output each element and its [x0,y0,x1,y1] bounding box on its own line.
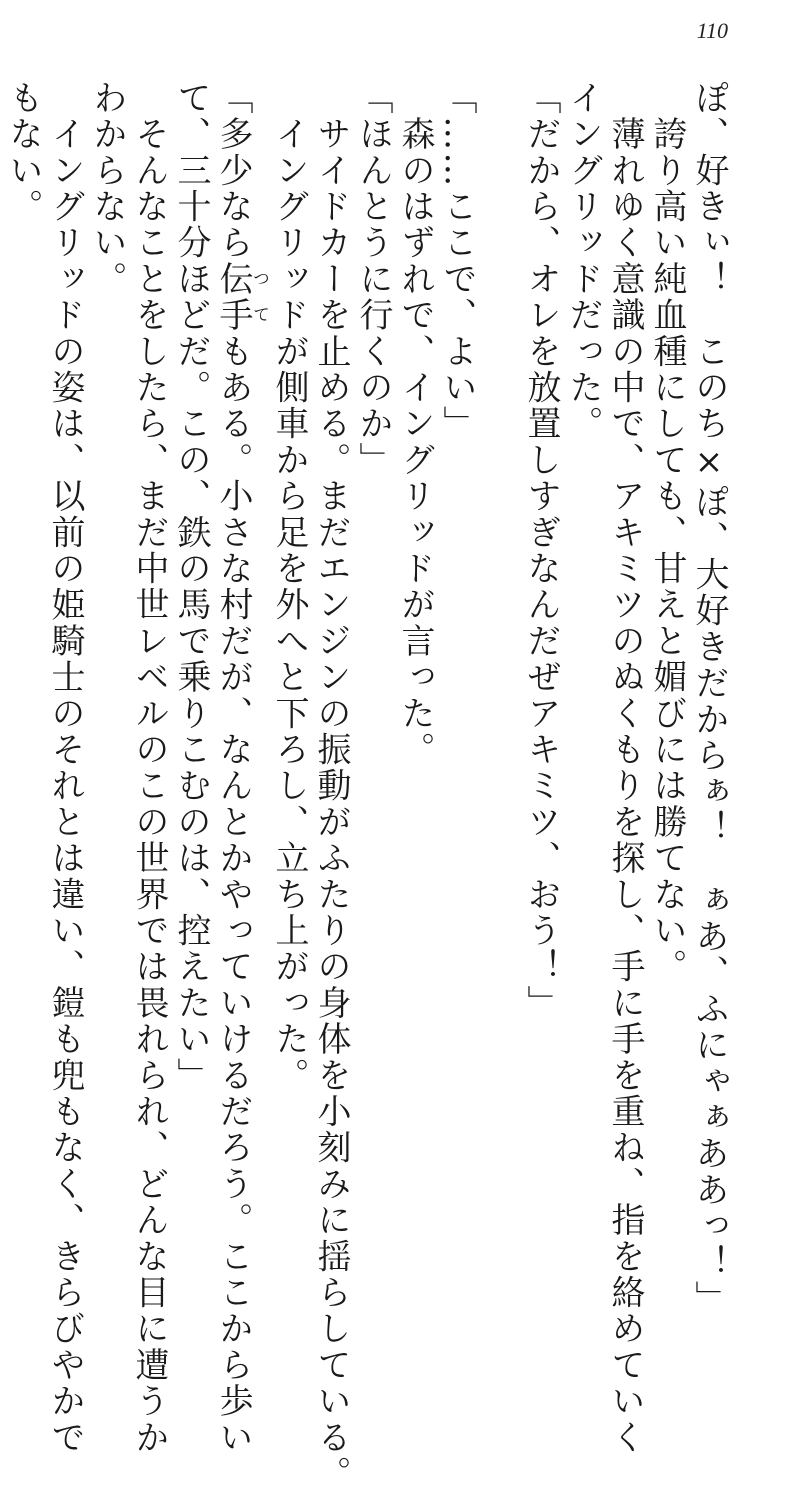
text-line: 森のはずれで、イングリッドが言った。 [395,80,435,768]
text-line: 「ほんとうに行くのか」 [353,80,393,479]
page-number: 110 [696,18,728,43]
text-line: もない。 [3,80,43,225]
ruby-reading: つて [249,261,269,334]
text-line-with-ruby: 「多少なら伝手つてもある。小さな村だが、なんとかやっていけるだろう。ここから歩い [213,80,269,1456]
text-line: イングリッドの姿は、以前の姫騎士のそれとは違い、鎧も兜もなく、きらびやかで [45,80,85,1456]
text-line: 薄れゆく意識の中で、アキミツのぬくもりを探し、手に手を重ね、指を絡めていく [605,80,645,1456]
text-line: て、三十分ほどだ。この、鉄の馬で乗りこむのは、控えたい」 [171,80,211,1094]
text-line: 「……ここで、よい」 [437,80,477,442]
text-line: わからない。 [87,80,127,298]
text-line: ぽ、好きぃ！ このち×ぽ、大好きだからぁ！ ぁあ、ふにゃぁああっ！」 [689,80,729,1317]
blank-line [478,80,520,1160]
ruby-annotation [213,261,269,334]
text-line: イングリッドだった。 [563,80,603,442]
text-line: 誇り高い純血種にしても、甘えと媚びには勝てない。 [647,80,687,985]
text-line: サイドカーを止める。まだエンジンの振動がふたりの身体を小刻みに揺らしている。 [311,80,351,1492]
body-text [3,80,730,1492]
text-line: そんなことをしたら、まだ中世レベルのこの世界では畏れられ、どんな目に遭うか [129,80,169,1456]
ruby-base: 伝手 [213,261,253,334]
text-line: 「だから、オレを放置しすぎなんだぜアキミツ、おう！」 [521,80,561,1022]
text-line: イングリッドが側車から足を外へと下ろし、立ち上がった。 [269,80,309,1094]
